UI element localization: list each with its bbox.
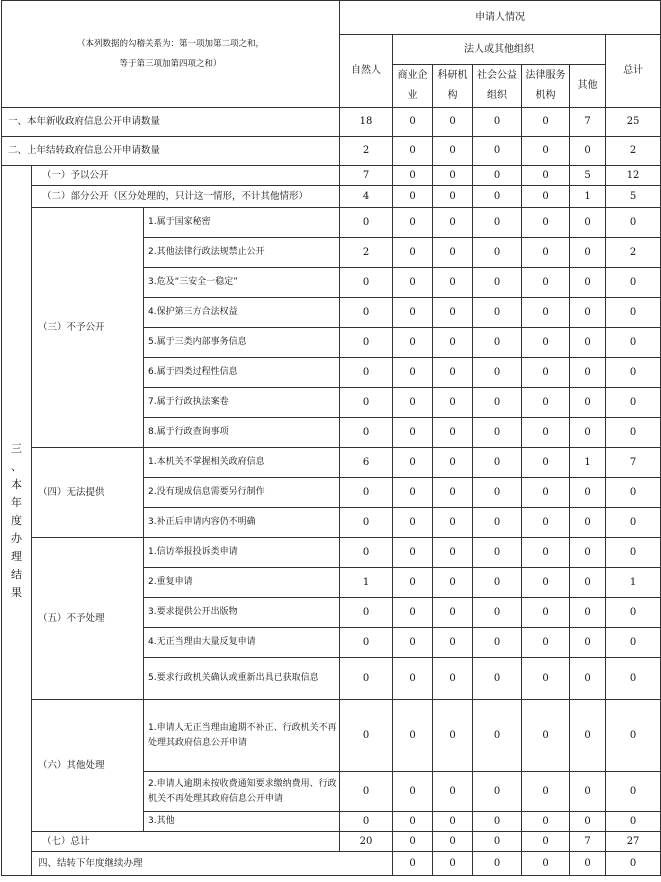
cell: 0 <box>433 700 473 772</box>
cell: 0 <box>570 388 606 418</box>
cell: 0 <box>570 238 606 268</box>
cell: 25 <box>606 108 661 137</box>
cell: 0 <box>473 418 522 448</box>
cell: 0 <box>473 238 522 268</box>
cell: 0 <box>570 568 606 598</box>
table-row <box>2 166 661 186</box>
item-label: 1.申请人无正当理由逾期不补正、行政机关不再处理其政府信息公开申请 <box>144 700 340 772</box>
cell: 0 <box>473 298 522 328</box>
cell: 0 <box>522 298 570 328</box>
cell: 0 <box>606 772 661 812</box>
cell: 0 <box>522 568 570 598</box>
cell: 0 <box>433 772 473 812</box>
cell: 0 <box>522 448 570 478</box>
cell: 5 <box>570 166 606 186</box>
cell: 1 <box>570 448 606 478</box>
cell: 0 <box>522 268 570 298</box>
cell: 0 <box>393 137 433 166</box>
cell: 0 <box>340 208 393 238</box>
cell: 1 <box>340 568 393 598</box>
cell: 0 <box>473 358 522 388</box>
cell: 0 <box>340 328 393 358</box>
cell: 0 <box>393 508 433 538</box>
section-three-text: 三 、 本 年 度 办 理 结 果 <box>11 441 22 599</box>
cell: 0 <box>606 852 661 876</box>
cell: 0 <box>606 700 661 772</box>
cell: 0 <box>473 328 522 358</box>
cell: 0 <box>473 108 522 137</box>
group-label: （四）无法提供 <box>32 448 144 538</box>
cell: 0 <box>570 418 606 448</box>
cell: 0 <box>340 598 393 628</box>
cell: 7 <box>340 166 393 186</box>
item-label: 3.其他 <box>144 812 340 832</box>
cell: 0 <box>522 208 570 238</box>
cell: 0 <box>473 478 522 508</box>
cell: 0 <box>393 478 433 508</box>
cell: 0 <box>340 388 393 418</box>
cell: 0 <box>522 388 570 418</box>
cell: 0 <box>473 852 522 876</box>
cell: 0 <box>433 628 473 658</box>
cell: 0 <box>570 358 606 388</box>
item-label: 1.属于国家秘密 <box>144 208 340 238</box>
cell: 0 <box>433 508 473 538</box>
cell: 18 <box>340 108 393 137</box>
cell: 0 <box>522 478 570 508</box>
cell: 12 <box>606 166 661 186</box>
cell: 0 <box>522 238 570 268</box>
cell: 0 <box>340 418 393 448</box>
col-public-welfare: 社会公益组织 <box>473 65 522 108</box>
cell: 0 <box>473 448 522 478</box>
cell: 6 <box>340 448 393 478</box>
row-label: 二、上年结转政府信息公开申请数量 <box>2 137 340 166</box>
cell: 0 <box>473 137 522 166</box>
cell: 0 <box>340 628 393 658</box>
cell: 0 <box>522 658 570 700</box>
cell: 0 <box>340 700 393 772</box>
cell: 0 <box>522 538 570 568</box>
row-label: （二）部分公开（区分处理的，只计这一情形，不计其他情形） <box>32 186 340 208</box>
cell: 0 <box>393 418 433 448</box>
col-other: 其他 <box>570 65 606 108</box>
cell: 0 <box>340 478 393 508</box>
total-header: 总计 <box>606 35 661 108</box>
cell: 0 <box>340 812 393 832</box>
cell: 4 <box>340 186 393 208</box>
cell: 2 <box>606 137 661 166</box>
cell: 0 <box>570 598 606 628</box>
item-label: 3.要求提供公开出版物 <box>144 598 340 628</box>
cell: 0 <box>570 700 606 772</box>
cell: 0 <box>433 137 473 166</box>
row-label: （一）予以公开 <box>32 166 340 186</box>
cell: 0 <box>473 538 522 568</box>
cell: 0 <box>433 208 473 238</box>
legal-entity-header: 法人或其他组织 <box>393 35 606 65</box>
cell: 0 <box>393 108 433 137</box>
group-label: （三）不予公开 <box>32 208 144 448</box>
cell: 0 <box>393 388 433 418</box>
cell: 0 <box>522 108 570 137</box>
cell: 0 <box>522 700 570 772</box>
cell: 0 <box>433 538 473 568</box>
cell: 0 <box>606 508 661 538</box>
cell: 0 <box>570 772 606 812</box>
group-label: （六）其他处理 <box>32 700 144 832</box>
cell: 0 <box>606 658 661 700</box>
row-label: 四、结转下年度继续办理 <box>32 852 393 876</box>
cell: 0 <box>433 598 473 628</box>
table-row <box>2 208 661 238</box>
cell: 0 <box>433 358 473 388</box>
cell: 7 <box>606 448 661 478</box>
cell: 0 <box>570 268 606 298</box>
cell: 2 <box>606 238 661 268</box>
cell: 0 <box>522 832 570 852</box>
cell: 0 <box>606 298 661 328</box>
cell: 0 <box>433 268 473 298</box>
table-row <box>2 538 661 568</box>
cell: 0 <box>522 358 570 388</box>
cell: 0 <box>570 538 606 568</box>
cell: 0 <box>340 358 393 388</box>
cell: 0 <box>606 388 661 418</box>
cell: 0 <box>522 508 570 538</box>
item-label: 8.属于行政查询事项 <box>144 418 340 448</box>
cell: 0 <box>522 137 570 166</box>
cell: 0 <box>606 812 661 832</box>
cell: 0 <box>433 388 473 418</box>
cell: 27 <box>606 832 661 852</box>
cell: 0 <box>393 628 433 658</box>
cell: 0 <box>393 448 433 478</box>
cell: 0 <box>393 568 433 598</box>
cell: 0 <box>433 186 473 208</box>
table-row <box>2 448 661 478</box>
table-row <box>2 137 661 166</box>
cell: 7 <box>570 108 606 137</box>
cell: 5 <box>606 186 661 208</box>
cell: 0 <box>473 772 522 812</box>
applicant-header: 申请人情况 <box>340 1 661 35</box>
cell: 0 <box>433 478 473 508</box>
cell: 0 <box>393 852 433 876</box>
cell: 0 <box>433 328 473 358</box>
cell: 0 <box>606 478 661 508</box>
cell: 0 <box>393 328 433 358</box>
cell: 0 <box>340 658 393 700</box>
cell: 0 <box>473 812 522 832</box>
table-row <box>2 186 661 208</box>
item-label: 4.保护第三方合法权益 <box>144 298 340 328</box>
cell: 0 <box>606 358 661 388</box>
cell: 0 <box>522 328 570 358</box>
col-commercial: 商业企业 <box>393 65 433 108</box>
cell: 0 <box>522 772 570 812</box>
cell: 0 <box>570 658 606 700</box>
cell: 0 <box>606 628 661 658</box>
cell: 0 <box>393 772 433 812</box>
item-label: 2.申请人逾期未按收费通知要求缴纳费用、行政机关不再处理其政府信息公开申请 <box>144 772 340 812</box>
cell: 0 <box>570 508 606 538</box>
cell: 0 <box>433 568 473 598</box>
cell: 0 <box>393 186 433 208</box>
cell: 0 <box>606 208 661 238</box>
item-label: 5.属于三类内部事务信息 <box>144 328 340 358</box>
cell: 0 <box>393 812 433 832</box>
cell: 1 <box>606 568 661 598</box>
cell: 0 <box>393 832 433 852</box>
disclosure-stats-table <box>1 0 661 876</box>
cell: 2 <box>340 238 393 268</box>
item-label: 4.无正当理由大量反复申请 <box>144 628 340 658</box>
cell: 0 <box>570 852 606 876</box>
cell: 0 <box>393 358 433 388</box>
cell: 0 <box>393 298 433 328</box>
cell: 0 <box>570 628 606 658</box>
section-three-label <box>2 166 32 876</box>
cell: 0 <box>606 538 661 568</box>
cell: 0 <box>522 598 570 628</box>
cell: 0 <box>433 238 473 268</box>
item-label: 6.属于四类过程性信息 <box>144 358 340 388</box>
cell: 0 <box>433 108 473 137</box>
cell: 0 <box>393 268 433 298</box>
reconciliation-note: （本列数据的勾稽关系为：第一项加第二项之和， 等于第三项加第四项之和） <box>2 1 340 108</box>
cell: 2 <box>340 137 393 166</box>
cell: 0 <box>606 268 661 298</box>
cell: 0 <box>433 832 473 852</box>
cell: 0 <box>393 538 433 568</box>
row-label: （七）总计 <box>32 832 340 852</box>
cell: 0 <box>340 268 393 298</box>
item-label: 3.危及“三安全一稳定” <box>144 268 340 298</box>
cell: 0 <box>522 852 570 876</box>
cell: 0 <box>393 700 433 772</box>
cell: 0 <box>393 238 433 268</box>
cell: 0 <box>433 852 473 876</box>
cell: 0 <box>473 568 522 598</box>
cell: 0 <box>473 598 522 628</box>
natural-person-header: 自然人 <box>340 35 393 108</box>
group-label: （五）不予处理 <box>32 538 144 700</box>
cell: 0 <box>473 388 522 418</box>
cell: 0 <box>473 628 522 658</box>
cell: 0 <box>393 598 433 628</box>
cell: 0 <box>340 298 393 328</box>
cell: 0 <box>393 166 433 186</box>
cell: 0 <box>606 418 661 448</box>
cell: 0 <box>340 538 393 568</box>
cell: 7 <box>570 832 606 852</box>
cell: 0 <box>433 298 473 328</box>
cell: 0 <box>340 772 393 812</box>
cell: 0 <box>570 328 606 358</box>
cell: 20 <box>340 832 393 852</box>
cell: 0 <box>473 166 522 186</box>
cell: 0 <box>473 268 522 298</box>
cell: 0 <box>570 298 606 328</box>
item-label: 1.本机关不掌握相关政府信息 <box>144 448 340 478</box>
row-label: 一、本年新收政府信息公开申请数量 <box>2 108 340 137</box>
col-legal-service: 法律服务机构 <box>522 65 570 108</box>
cell: 0 <box>570 478 606 508</box>
cell: 0 <box>473 508 522 538</box>
cell: 0 <box>433 166 473 186</box>
cell: 0 <box>570 137 606 166</box>
cell: 0 <box>606 598 661 628</box>
table-row <box>2 108 661 137</box>
cell: 0 <box>433 418 473 448</box>
table-row <box>2 832 661 852</box>
cell: 0 <box>522 418 570 448</box>
item-label: 3.补正后申请内容仍不明确 <box>144 508 340 538</box>
col-research: 科研机构 <box>433 65 473 108</box>
item-label: 5.要求行政机关确认或重新出具已获取信息 <box>144 658 340 700</box>
cell: 0 <box>433 658 473 700</box>
cell: 0 <box>570 208 606 238</box>
table-row <box>2 852 661 876</box>
item-label: 2.没有现成信息需要另行制作 <box>144 478 340 508</box>
cell: 0 <box>340 508 393 538</box>
item-label: 7.属于行政执法案卷 <box>144 388 340 418</box>
cell: 0 <box>473 208 522 238</box>
cell: 0 <box>522 186 570 208</box>
item-label: 2.其他法律行政法规禁止公开 <box>144 238 340 268</box>
cell: 0 <box>473 658 522 700</box>
table-row <box>2 700 661 772</box>
cell: 0 <box>522 166 570 186</box>
cell: 0 <box>473 832 522 852</box>
item-label: 2.重复申请 <box>144 568 340 598</box>
cell: 0 <box>473 186 522 208</box>
cell: 0 <box>522 812 570 832</box>
cell: 0 <box>393 208 433 238</box>
cell: 0 <box>393 658 433 700</box>
cell: 0 <box>433 448 473 478</box>
cell: 0 <box>473 700 522 772</box>
cell: 0 <box>570 812 606 832</box>
cell: 1 <box>570 186 606 208</box>
cell: 0 <box>606 328 661 358</box>
cell: 0 <box>433 812 473 832</box>
cell: 0 <box>522 628 570 658</box>
item-label: 1.信访举报投诉类申请 <box>144 538 340 568</box>
